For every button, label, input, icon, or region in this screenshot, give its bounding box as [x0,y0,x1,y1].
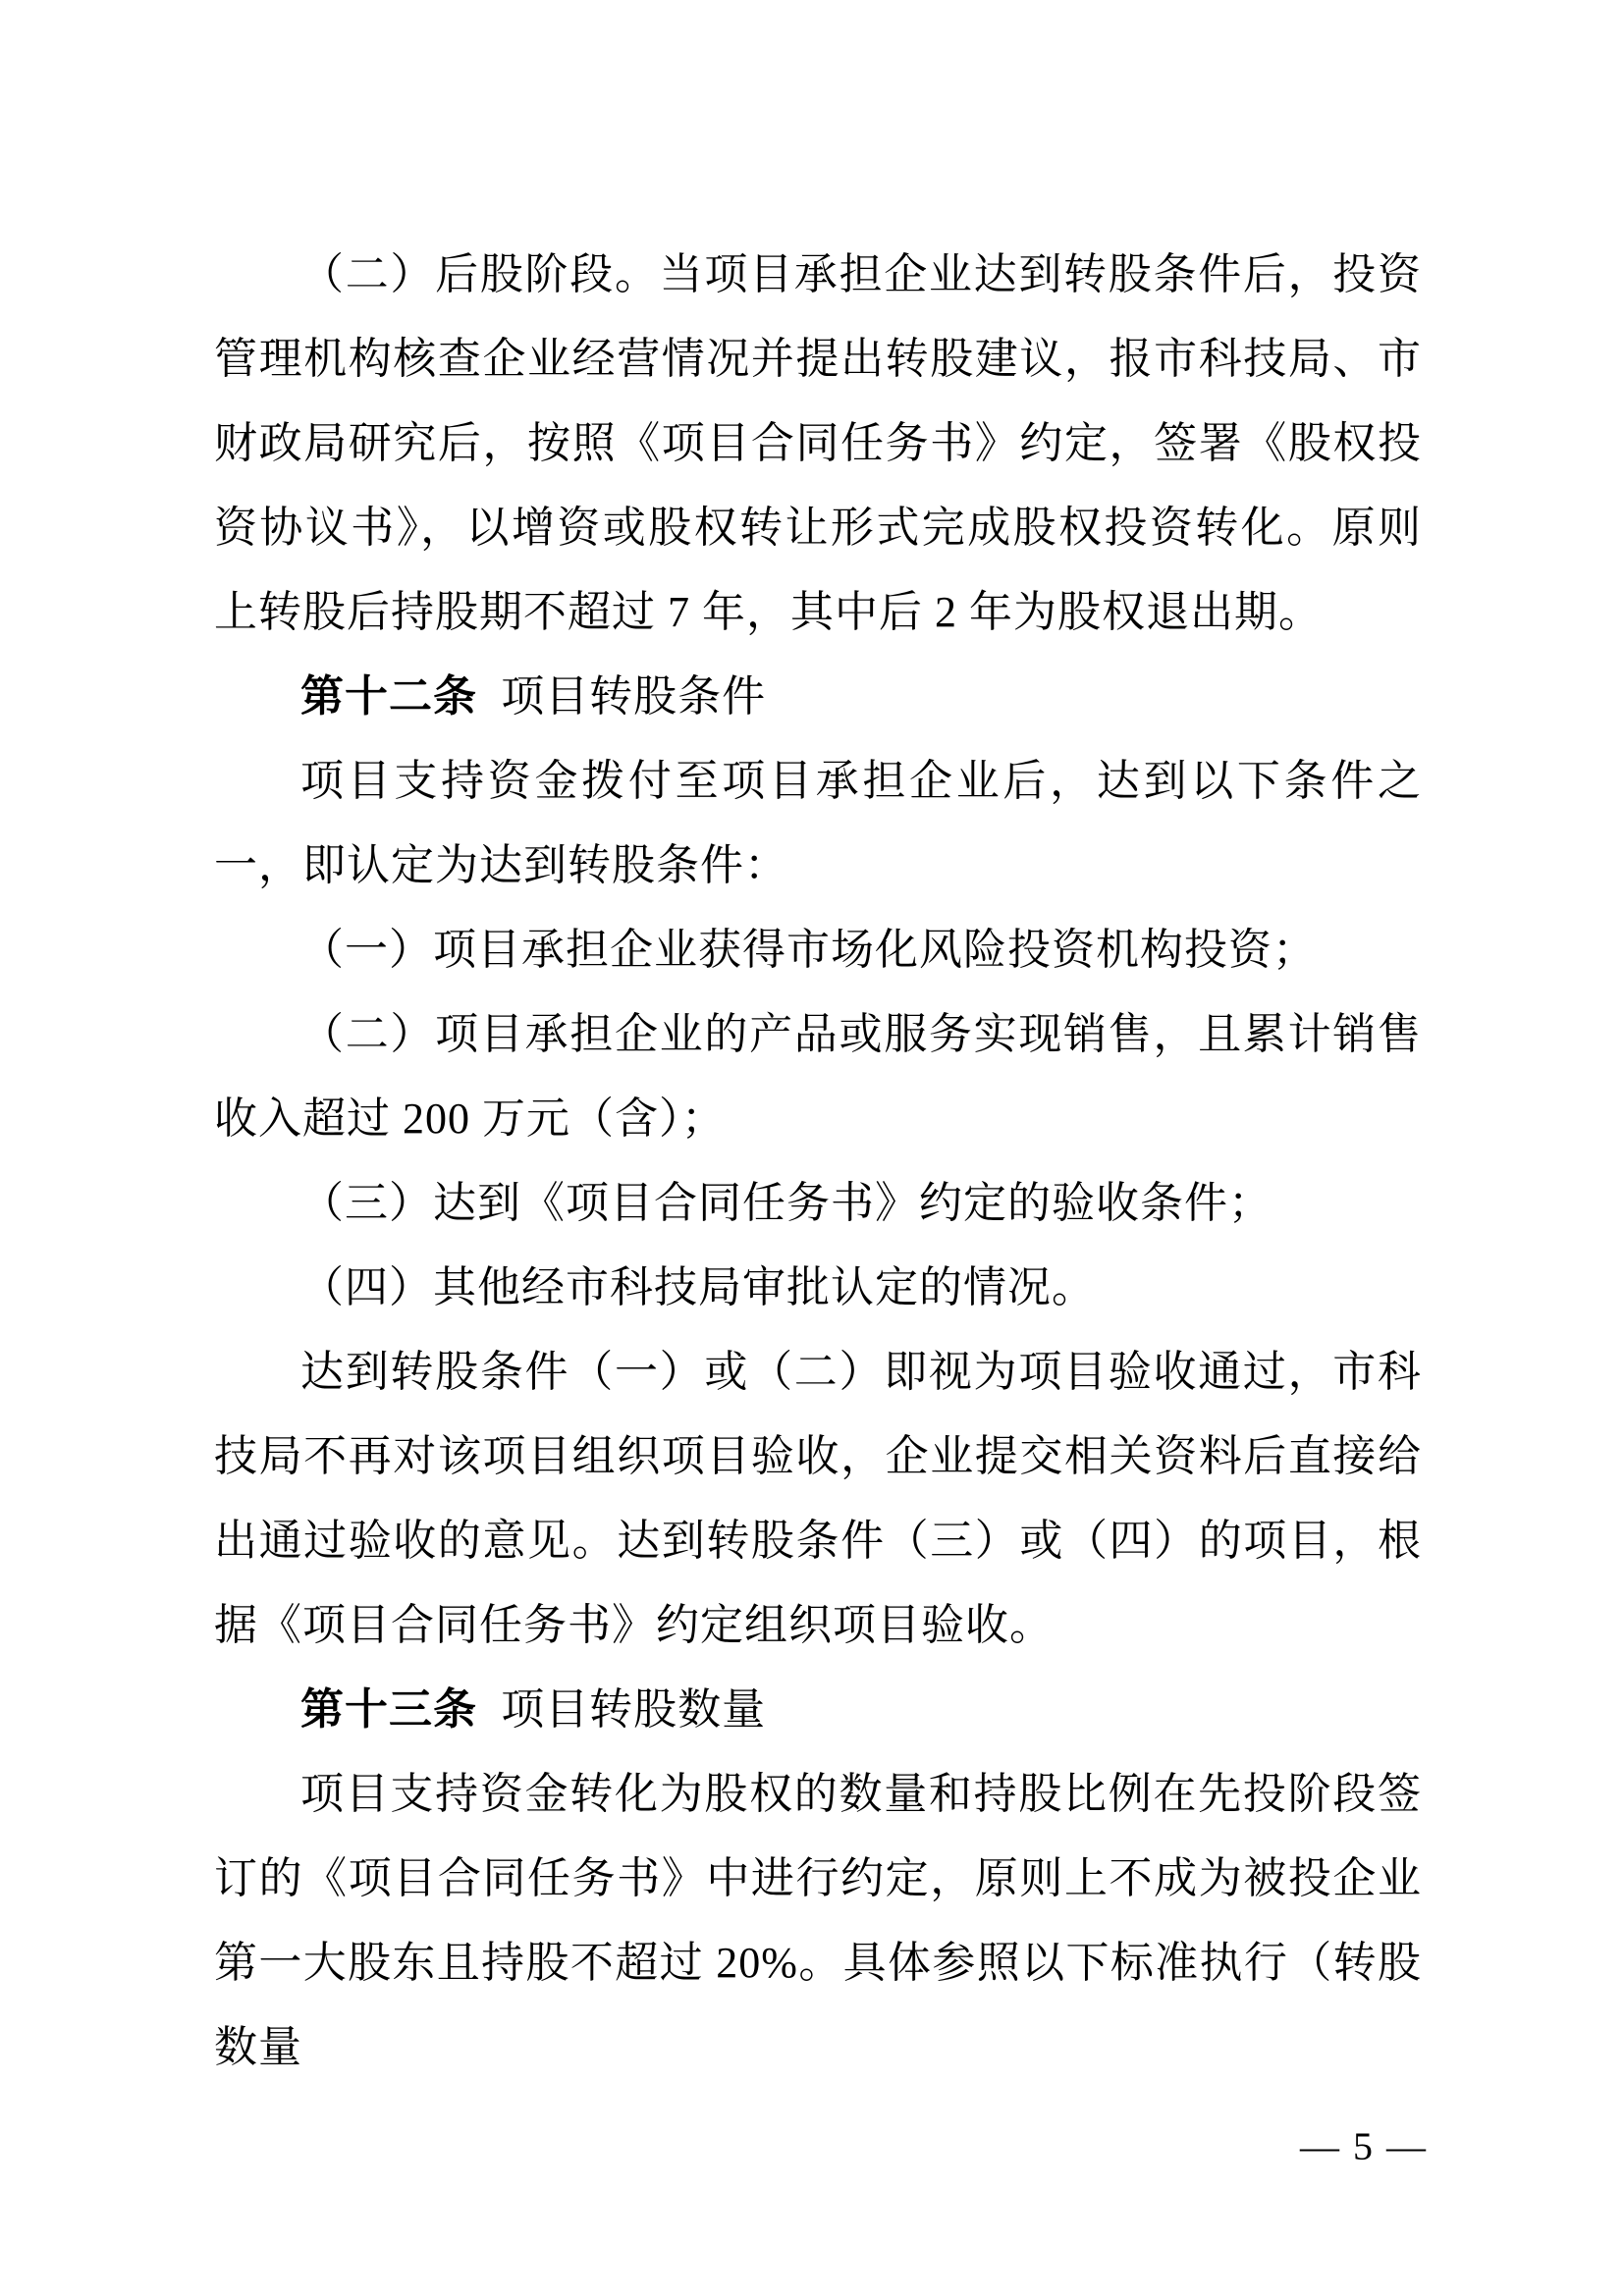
paragraph-conversion-intro: 项目支持资金拨付至项目承担企业后，达到以下条件之一，即认定为达到转股条件： [214,757,1422,889]
section-heading-article-12 [214,655,1422,739]
paragraph-post-equity-stage: （二）后股阶段。当项目承担企业达到转股条件后，投资管理机构核查企业经营情况并提出转股建议，报市科技局、市财政局研究后，按照《项目合同任务书》约定，签署《股权投资协议书》，以增资或股权转让形式完成股权投资转化。原则上转股后持股期不超过 7 年，其中后 2 年为股权退出期。 [214,250,1422,636]
paragraph-condition-2: （二）项目承担企业的产品或服务实现销售，且累计销售收入超过 200 万元（含）； [214,1010,1422,1143]
paragraph-acceptance-rules: 达到转股条件（一）或（二）即视为项目验收通过，市科技局不再对该项目组织项目验收，企业提交相关资料后直接给出通过验收的意见。达到转股条件（三）或（四）的项目，根据《项目合同任务书》约定组织项目验收。 [214,1348,1422,1649]
paragraph-share-quantity: 项目支持资金转化为股权的数量和持股比例在先投阶段签订的《项目合同任务书》中进行约定，原则上不成为被投企业第一大股东且持股不超过 20%。具体参照以下标准执行（转股数量 [214,1770,1422,2071]
article-12-title: 项目转股条件 [501,672,767,721]
paragraph-condition-1: （一）项目承担企业获得市场化风险投资机构投资； [300,926,1317,974]
page-number: — 5 — [1300,2124,1428,2168]
article-13-title: 项目转股数量 [501,1685,767,1734]
paragraph-condition-3: （三）达到《项目合同任务书》约定的验收条件； [300,1179,1272,1227]
article-13-number: 第十三条 [300,1685,477,1734]
section-heading-article-13 [214,1668,1422,1752]
article-12-number: 第十二条 [300,672,477,721]
paragraph-condition-4: （四）其他经市科技局审批认定的情况。 [300,1263,1096,1311]
document-body [214,233,1422,2090]
